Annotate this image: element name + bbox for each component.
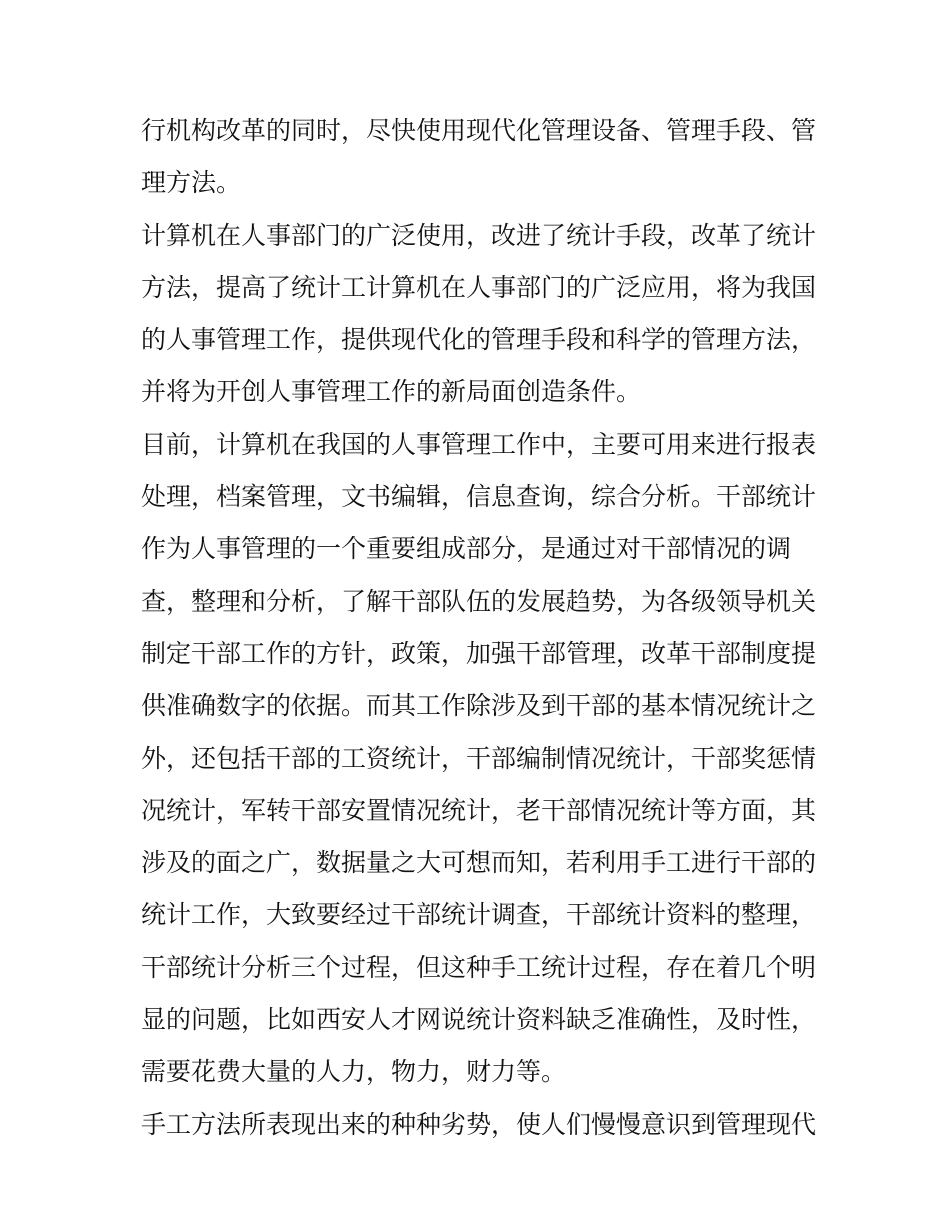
text-line: 方法，提高了统计工计算机在人事部门的广泛应用，将为我国 xyxy=(141,272,817,302)
text-line: 需要花费大量的人力，物力，财力等。 xyxy=(141,1057,567,1087)
text-line: 并将为开创人事管理工作的新局面创造条件。 xyxy=(141,377,642,407)
text-line: 作为人事管理的一个重要组成部分，是通过对干部情况的调 xyxy=(141,534,792,564)
text-line: 手工方法所表现出来的种种劣势，使人们慢慢意识到管理现代 xyxy=(141,1109,817,1139)
text-line: 理方法。 xyxy=(141,168,242,198)
text-line: 目前，计算机在我国的人事管理工作中，主要可用来进行报表 xyxy=(141,429,817,459)
body-text xyxy=(141,105,817,1151)
text-line: 况统计，军转干部安置情况统计，老干部情况统计等方面，其 xyxy=(141,795,817,825)
text-line: 处理，档案管理，文书编辑，信息查询，综合分析。干部统计 xyxy=(141,482,817,512)
text-line: 行机构改革的同时，尽快使用现代化管理设备、管理手段、管 xyxy=(141,116,817,145)
text-line: 外，还包括干部的工资统计，干部编制情况统计，干部奖惩情 xyxy=(141,743,817,773)
text-line: 供准确数字的依据。而其工作除涉及到干部的基本情况统计之 xyxy=(141,691,817,721)
text-line: 计算机在人事部门的广泛使用，改进了统计手段，改革了统计 xyxy=(141,220,817,250)
text-line: 显的问题，比如西安人才网说统计资料缺乏准确性，及时性， xyxy=(141,1005,817,1035)
text-line: 查，整理和分析，了解干部队伍的发展趋势，为各级领导机关 xyxy=(141,586,817,616)
text-line: 的人事管理工作，提供现代化的管理手段和科学的管理方法， xyxy=(141,325,817,355)
text-line: 统计工作，大致要经过干部统计调查，干部统计资料的整理， xyxy=(141,900,817,930)
text-line: 干部统计分析三个过程，但这种手工统计过程，存在着几个明 xyxy=(141,952,817,982)
text-line: 涉及的面之广，数据量之大可想而知，若利用手工进行干部的 xyxy=(141,848,817,878)
text-line: 制定干部工作的方针，政策，加强干部管理，改革干部制度提 xyxy=(141,638,817,668)
